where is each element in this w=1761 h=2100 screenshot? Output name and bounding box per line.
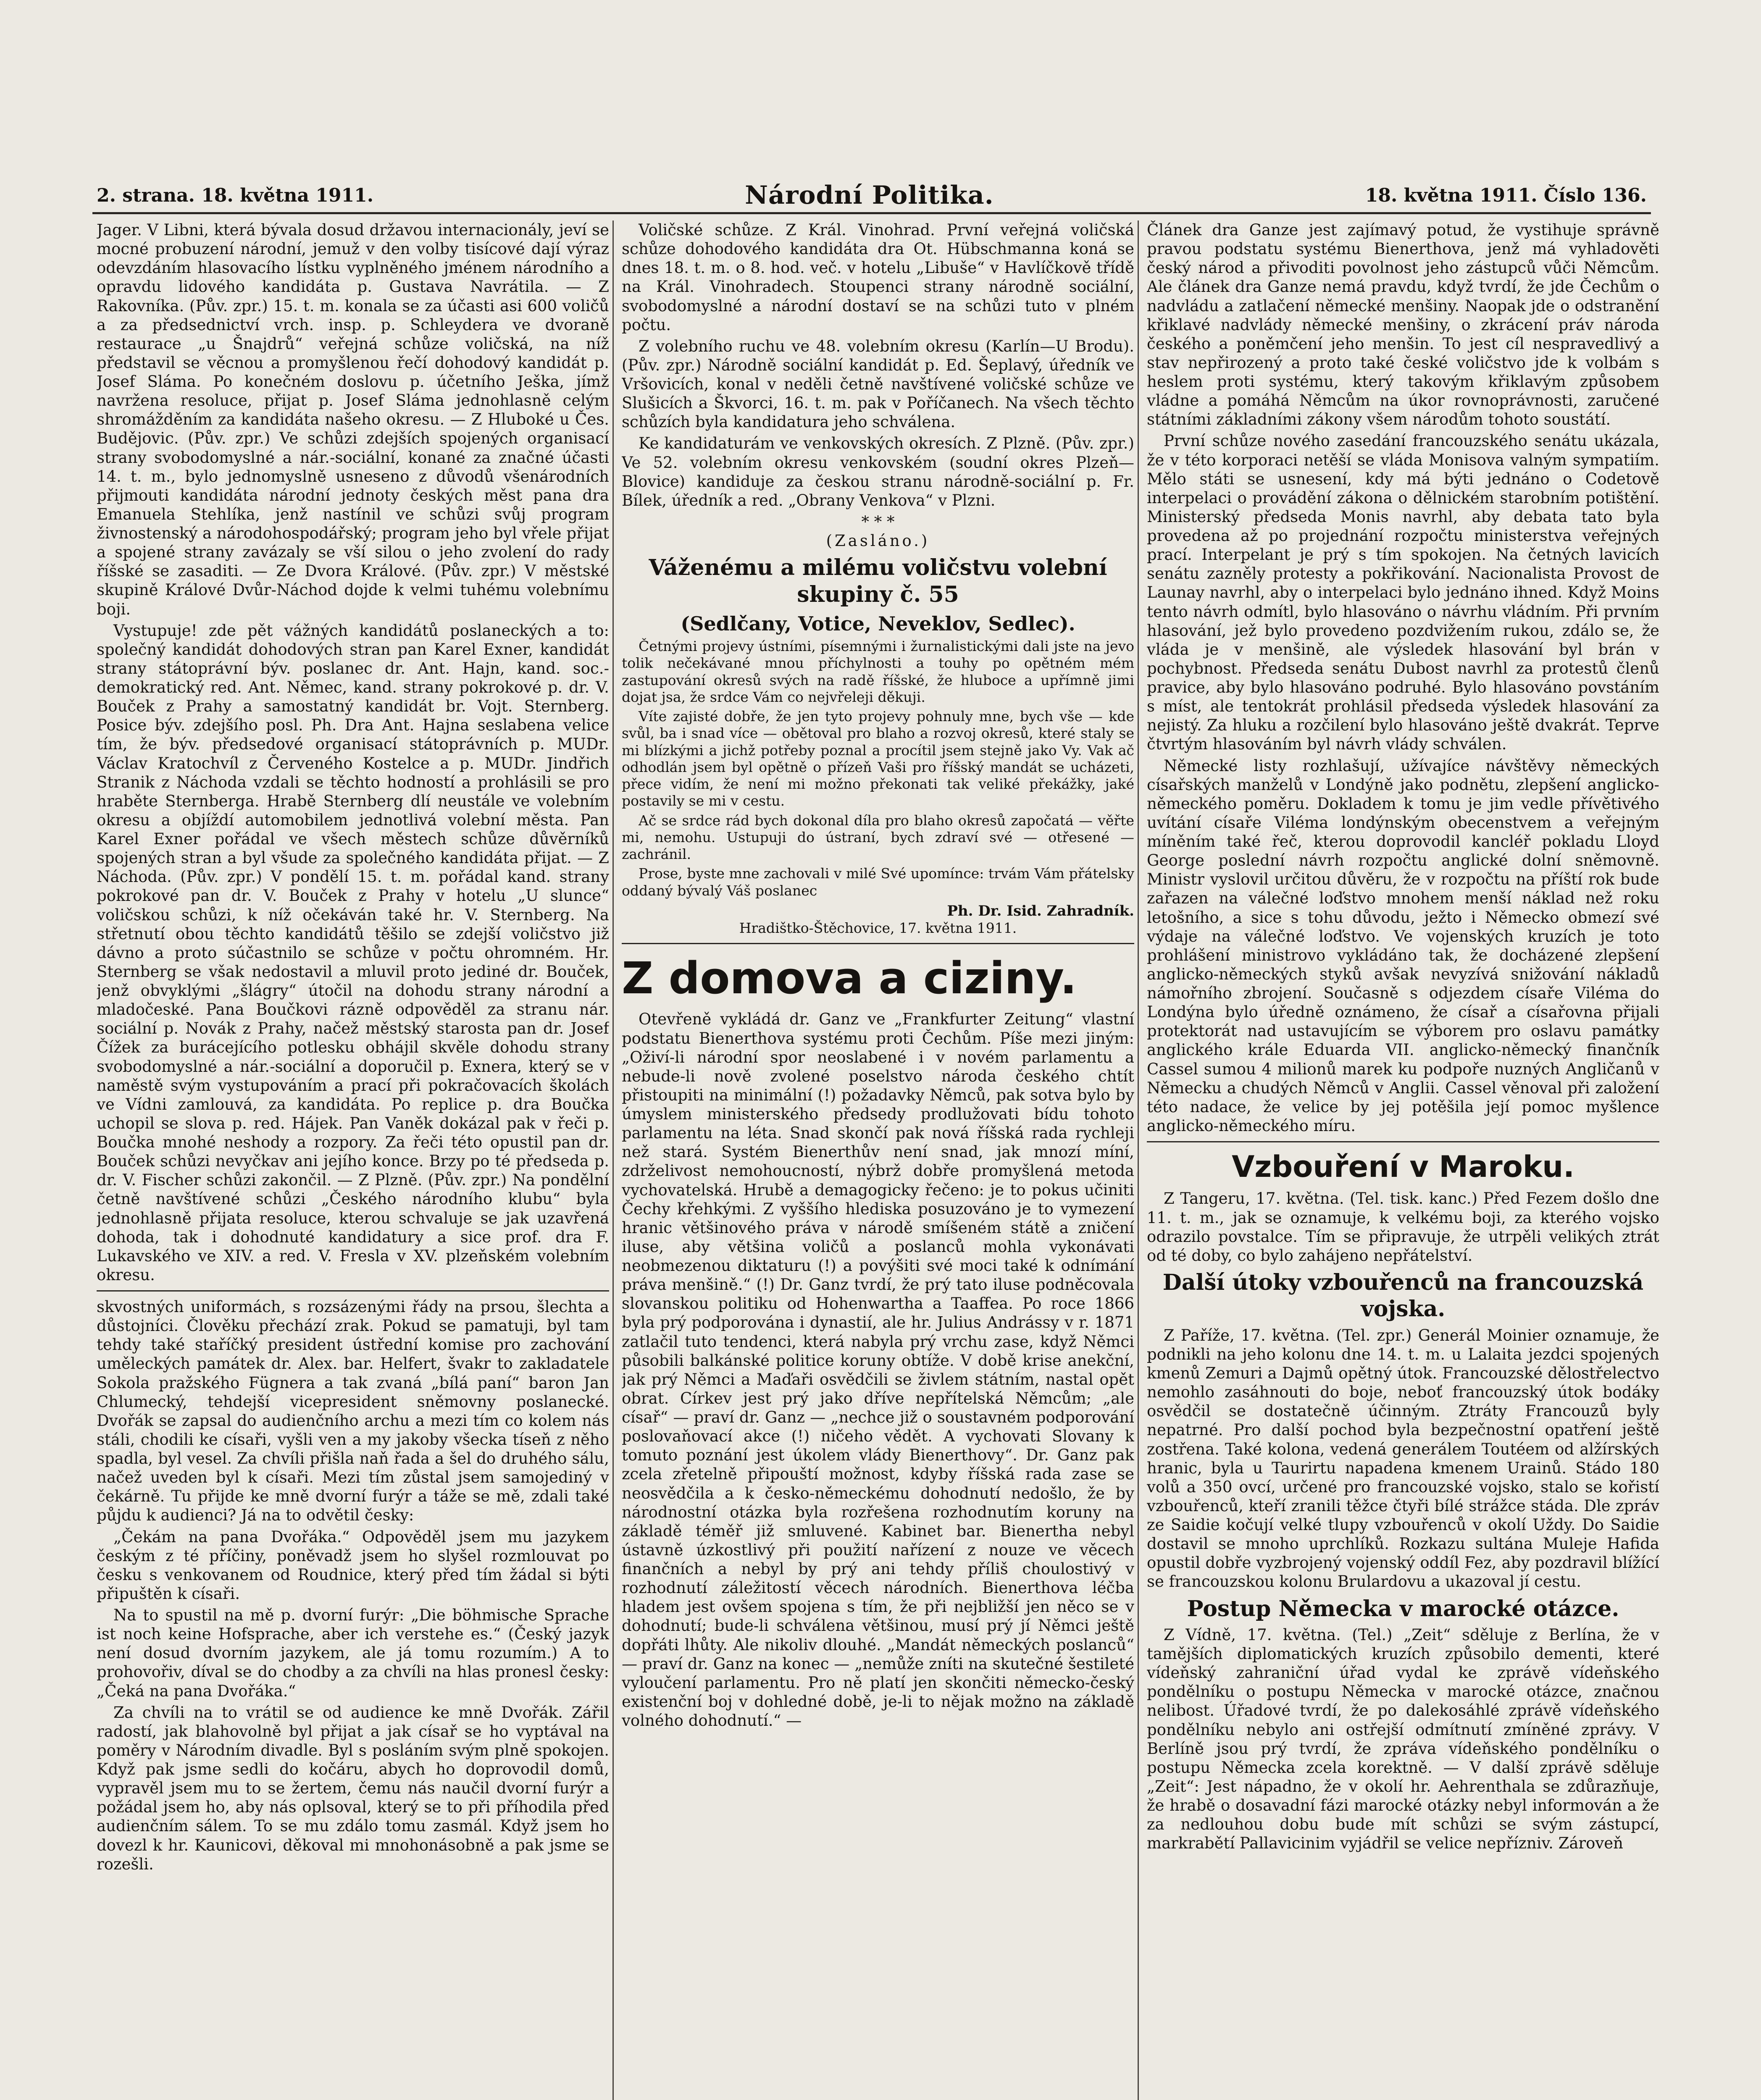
section-heading-domova: Z domova a ciziny. <box>622 952 1077 1004</box>
voters-letter-towns: (Sedlčany, Votice, Neveklov, Sedlec). <box>681 612 1075 635</box>
voters-letter-heading: Váženému a milému voličstvu volební skupiny č. 55 <box>649 555 1107 607</box>
election-district-48-text: Z volebního ruchu ve 48. volebním okresu (Karlín—U Brodu). (Pův. zpr.) Národně sociální kandidát p. Ed. Šeplavý, úředník ve Vršovicích, konal v neděli četně navštívené voličské schůze ve Slušicích a Škvorci, 16. t. m. pak v Poříčanech. Na všech těchto schůzích byla kandidatura jeho schválena. <box>622 337 1134 431</box>
rural-candidacies-text: Ke kandidaturám ve venkovských okresích. Z Plzně. (Pův. zpr.) Ve 52. volebním okresu venkovském (soudní okres Plzeň—Blovice) kandiduje za českou stranu národně-sociální p. Fr. Bílek, úředník a red. „Obrany Venkova“ v Plzni. <box>622 434 1134 509</box>
newspaper-title: Národní Politika. <box>745 181 994 210</box>
anglo-german-text: Německé listy rozhlašují, užívajíce návštěvy německých císařských manželů v Londýně jako podnětu, zlepšení anglicko-německého poměru. Dokladem k tomu je jim vedle přívětivého uvítání císaře Viléma londýnským obecenstvem a veřejným míněním také řeč, kterou doprovodil kancléř pokladu Lloyd George poslední návrh rozpočtu anglické dolní sněmovně. Ministr vyslovil určitou důvěru, že v rozpočtu na příští rok bude zařazen na válečné loďstvo mnohem menší náklad než roku letošního, a sice s tohu důvodu, ježto i Německo obmezí své výdaje na válečné loďstvo. Ve vojenských kruzích je toto prohlášení ministrovo vykládáno tak, že docházené zlepšení anglicko-německých styků avšak nevyzívá snižování nákladů námořního zbrojení. Současně s odjezdem císaře Viléma do Londýna bylo úředně oznámeno, že císař a císařovna přijali protektorát nad ustavujícím se výborem pro oslavu památky anglického krále Eduarda VII. anglicko-německý finančník Cassel sumou 4 milionů marek ku podpoře nuzných Angličanů v Německu a chudých Němců v Anglii. Cassel věnoval při založení této nadace, že velice by jej potěšila její pomoc myšlence anglicko-německého míru. <box>1147 756 1659 1135</box>
page-header <box>97 181 1647 210</box>
feuilleton-text-2: „Čekám na pana Dvořáka.“ Odpověděl jsem mu jazykem českým z té příčiny, poněvadž jsem ho slyšel rozmlouvat po česku s venkovanem od Roudnice, který před tím žádal si býti připuštěn k císaři. <box>97 1528 609 1603</box>
section-separator <box>97 1290 609 1292</box>
letter-paragraph-1: Četnými projevy ústními, písemnými i žurnalistickými dali jste na jevo tolik nečekávané mnou příchylnosti a touhy po opětném mém zastupování okresů svých na radě říšské, že hluboce a upřímně jimi dojat jsa, že srdce Vám co nejvřeleji děkuji. <box>622 638 1134 705</box>
zaslano-label: (Zasláno.) <box>826 532 930 550</box>
column-divider-1 <box>612 220 614 2100</box>
election-news-text-2: Vystupuje! zde pět vážných kandidátů poslaneckých a to: společný kandidát dohodových stran pan Karel Exner, kandidát strany státoprávní býv. poslanec dr. Ant. Hajn, kand. soc.-demokratický red. Ant. Němec, kand. strany pokrokové p. dr. V. Bouček z Prahy a samostatný kandidát br. Vojt. Sternberg. Posice býv. zdejšího posl. Ph. Dra Ant. Hajna seslabena velice tím, že býv. předsedové organisací státoprávních p. MUDr. Václav Kratochvíl z Červeného Kostelce a p. MUDr. Jindřich Stranik z Náchoda vzdali se těchto hodností a prohlásili se pro hraběte Sternberga. Hrabě Sternberg dlí neustále ve volebním okresu a objíždí automobilem jednotlivá volební města. Pan Karel Exner pořádal ve všech městech schůze důvěrníků spojených stran a byl všude za společného kandidáta přijat. — Z Náchoda. (Pův. zpr.) V pondělí 15. t. m. pořádal kand. strany pokrokové pan dr. V. Bouček z Prahy v hotelu „U slunce“ voličskou schůzi, k níž očekáván také hr. V. Sternberg. Na střetnutí obou těchto kandidátů těšilo se zdejší voličstvo již dávno a proto súčastnilo se schůze v počtu ohromném. Hr. Sternberg se však nedostavil a mluvil proto jediné dr. Bouček, jenž obvyklými „šlágry“ útočil na dohodu strany národní a mladočeské. Pana Boučkovi rázně odpověděl za stranu nár. sociální p. Novák z Prahy, načež městský starosta pan dr. Josef Čížek za burácejícího potlesku obhájil skvěle dohodu strany svobodomyslné a nár.-sociální a doporučil p. Exnera, který se v naměstě svým vystupováním a prací při pokračovacích školách ve Vídni zamlouvá, za kandidáta. Po replice p. dra Boučka uchopil se slova p. red. Hájek. Pan Vaněk dokázal pak v řeči p. Boučka mnohé neshody a rozpory. Za řeči této opustil pan dr. Bouček schůzi nevyčkav ani jejího konce. Brzy po té předseda p. dr. V. Fischer schůzi zakončil. — Z Plzně. (Pův. zpr.) Na pondělní četně navštívené schůzi „Českého národního klubu“ byla jednohlasně přijata resoluce, kterou schvaluje se jak uzavřená dohoda, tak i dohodnuté kandidatury a sice prof. dra F. Lukavského ve XIV. a red. V. Fresla v XV. plzeňském volebním okresu. <box>97 621 609 1284</box>
column-2 <box>622 220 1134 2100</box>
header-issue-right: 18. května 1911. Číslo 136. <box>1365 184 1647 206</box>
letter-paragraph-3: Ač se srdce rád bych dokonal díla pro blaho okresů započatá — věřte mi, nemohu. Ustupuji do ústraní, bych zdraví své — otřesené — zachránil. <box>622 812 1134 863</box>
feuilleton-text-4: Za chvíli na to vrátil se od audience ke mně Dvořák. Zářil radostí, jak blahovolně byl přijat a jak císař se ho vyptával na poměry v Národním divadle. Byl s posláním svým plně spokojen. Když pak jsme sedli do kočáru, abych ho doprovodil domů, vypravěl jsem mu to se žertem, čemu nás naučil dvorní furýr a požádal jsem ho, aby nás oplsoval, který se to při příhodila před audienčním sálem. To se mu zdálo tomu zasmál. Když jsem ho dovezl k hr. Kaunicovi, děkoval mi mnohonásobně a pak jsme se rozešli. <box>97 1703 609 1873</box>
voter-meetings-text: Voličské schůze. Z Král. Vinohrad. První veřejná voličská schůze dohodového kandidáta dra Ot. Hübschmanna koná se dnes 18. t. m. o 8. hod. več. v hotelu „Libuše“ v Havlíčkově třídě na Král. Vinohradech. Stoupenci strany národně sociální, svobodomyslné a národní dostaví se na schůzi tuto v plném počtu. <box>622 221 1134 334</box>
vienna-report-text: Z Vídně, 17. května. (Tel.) „Zeit“ sděluje z Berlína, že v tamějších diplomatických kruzích způsobilo dementi, které vídeňský zahraniční úřad vydal ke zprávě vídeňského pondělníku o postupu Německa v marocké otázce, značnou nelibost. Úřadové tvrdí, že po dalekosáhlé zprávě vídeňského pondělníku nebylo ani ostřejší odmítnutí zmíněné zprávy. V Berlíně jsou prý tvrdí, že zpráva vídeňského pondělníku o postupu Německa zcela korektně. — V další zprávě sděluje „Zeit“: Jest nápadno, že v okolí hr. Aehrenthala se zdůrazňuje, že hrabě o dosavadní fázi marocké otázky nebyl informován a že za nedlouhou dobu bude mít schůzi se svým zástupcí, markrabětí Pallavicinim vyjádřil se velice nepřízniv. Zároveň <box>1147 1625 1659 1853</box>
heading-further-attacks: Další útoky vzbouřenců na francouzská vojska. <box>1162 1269 1644 1322</box>
ganz-article-text: Otevřeně vykládá dr. Ganz ve „Frankfurter Zeitung“ vlastní podstatu Bienerthova systému proti Čechům. Píše mezi jiným: „Oživí-li národní spor neoslabené i v novém parlamentu a nebude-li nově zvolené poselstvo národa českého chtít přistoupiti na minimální (!) požadavky Němců, pak sotva bylo by úmyslem ministerského předsedy prodlužovati bídu tohoto parlamentu na léta. Snad skončí pak nová říšská rada rychleji než stará. Systém Bienerthův není snad, jak mnozí míní, zdrželivost nemohoucností, nýbrž dobře promyšlená metoda vychovatelská. Hrubě a demagogicky řečeno: je to pokus učiniti Čechy křehkými. Z vyššího hlediska posuzováno je to vymezení hranic většinového práva v národě smíšeném státě a zničení iluse, aby většina voličů a poslanců mohla vykonávati neobmezenou diktaturu (!) a povýšiti své moci také k odnímání práva menšině.“ (!) Dr. Ganz tvrdí, že prý tato iluse podněcovala slovanskou politiku od Hohenwartha a Taaffea. Po roce 1866 byla prý podporována i dynastií, ale hr. Julius Andrássy v r. 1871 zatlačil tuto tendenci, která nabyla prý vrchu zase, když Němci působili balkánské politice koruny obtíže. V době krise anekční, jak prý Němci a Maďaři osvědčili se živlem státním, nastal opět obrat. Církev jest prý jako dříve nepřítelská Němcům; „ale císař“ — praví dr. Ganz — „nechce již o soustavném podporování poslovaňovací akce (!) ničeho vědět. A vychovati Slovany k tomuto poznání jest úkolem vlády Bienerthovy“. Dr. Ganz pak zcela zřetelně připouští možnost, kdyby říšská rada zase se neosvědčila a k česko-německému dohodnutí nedošlo, že by národnostní otázka byla rozřešena rozhodnutím koruny na základě téměř již smluvené. Kabinet bar. Bienertha nebyl ústavně úzkostlivý při použití nařízení z nouze ve věcech finančních a nebyl by prý ani tehdy příliš choulostivý v rozhodnutí záležitostí věcech národních. Bienerthova léčba hladem jest ovšem spojena s tím, že při nejbližší jen něco se v dohodnutí; bude-li schválena většinou, musí prý jí Němci ještě dopřáti lhůty. Ale nikoliv dlouhé. „Mandát německých poslanců“ — praví dr. Ganz na konec — „nemůže zníti na skutečné šestileté vyloučení parlamentu. Pro ně platí jen skončiti německo-český existenční boj v dohledné době, je-li to nějak možno na základě volného dohodnutí.“ — <box>622 1010 1134 1730</box>
header-date-left: 2. strana. 18. května 1911. <box>97 184 374 206</box>
header-rule <box>92 212 1651 214</box>
paris-report-text: Z Paříže, 17. května. (Tel. zpr.) Generál Moinier oznamuje, že podnikli na jeho kolonu dne 14. t. m. u Lalaita jezdci spojených kmenů Zemuri a Dajmů opětný útok. Francouzské dělostřelectvo nemohlo zasáhnouti do boje, neboť francouzský útok bodáky osvědčil se dostatečně účinným. Ztráty Francouzů byly nepatrné. Pro další pochod byla bezpečnostní opatření ještě zostřena. Také kolona, vedená generálem Toutéem od alžírských hranic, byla u Taurirtu napadena kmenem Urainů. Stádo 180 volů a 350 ovcí, určené pro francouzské vojsko, stalo se kořistí vzbouřenců, kteří zranili těžce čtyři bílé strážce stáda. Dle zpráv ze Saidie kočují velké tlupy vzbouřenců v okolí Uždy. Do Saidie dostavil se mnoho uprchlíků. Rozkazu sultána Muleje Hafida opustil dobře vyzbrojený vojenský oddíl Fez, aby pozdravil blížící se francouzskou kolonu Brulardovu a ukazoval jí cestu. <box>1147 1326 1659 1591</box>
column-divider-2 <box>1138 220 1139 2100</box>
feuilleton-text: skvostných uniformách, s rozsázenými řády na prsou, šlechta a důstojníci. Člověku přechází zrak. Pokud se pamatuji, byl tam tehdy také staříčký president ústřední komise pro zachování uměleckých památek dr. Alex. bar. Helfert, švakr to zakladatele Sokola pražského Fügnera a tak zvaná „bílá paní“ baron Jan Chlumecký, tehdejší vicepresident sněmovny poslanecké. Dvořák se zapsal do audienčního archu a mezi tím co kolem nás stáli, chodili ke císaři, vyšli ven a my jakoby všecka tíseň z něho spadla, byl vesel. Za chvíli přišla naň řada a šel do druhého sálu, načež uveden byl k císaři. Mezi tím zůstal jsem samojediný v čekárně. Tu přijde ke mně dvorní furýr a táže se mě, zdali také půjdu k audienci? Já na to odvětil česky: <box>97 1298 609 1525</box>
french-senate-text: První schůze nového zasedání francouzského senátu ukázala, že v této korporaci netěší se vláda Monisova valným sympatiím. Mělo státi se usnesení, kdy má býti jednáno o Codetově interpelaci o provádění zákona o dělnickém starobním potištění. Ministerský předseda Monis navrhl, aby debata tato byla provedena až po projednání rozpočtu ministerstva veřejných prací. Interpelant je prý s tím spokojen. Na četných lavicích senátu zazněly protesty a pokřikování. Nacionalista Provost de Launay navrhl, aby o interpelaci bylo jednáno ihned. Když Moins tento návrh odmítl, bylo hlasováno o návrhu vládním. Při prvním hlasování, jež bylo provedeno pozdvižením rukou, zdálo se, že vláda je v menšině, ale výsledek hlasování byl brán v pochybnost. Předseda senátu Dubost navrhl za protestů členů pravice, aby bylo hlasováno podruhé. Bylo hlasováno povstáním s míst, ale tentokrát prohlásil předseda výsledek hlasování za nejistý. Za hluku a rozčilení bylo hlasováno ještě dvakrát. Teprve čtvrtým hlasováním byl návrh vlády schválen. <box>1147 432 1659 753</box>
feuilleton-text-3: Na to spustil na mě p. dvorní furýr: „Die böhmische Sprache ist noch keine Hofsprache, aber ich verstehe es.“ (Český jazyk není dosud dvorním jazykem, ale já tomu rozumím.) A to prohovořiv, díval se do chodby a za chvíli na hlas pronesl česky: „Čeká na pana Dvořáka.“ <box>97 1606 609 1700</box>
section-separator-3 <box>1147 1141 1659 1142</box>
letter-signature: Ph. Dr. Isid. Zahradník. <box>947 902 1134 919</box>
column-1 <box>97 220 609 2100</box>
tanger-report-text: Z Tangeru, 17. května. (Tel. tisk. kanc.) Před Fezem došlo dne 11. t. m., jak se oznamuje, k velkému boji, za kterého vojsko odrazilo povstalce. Tím se připravuje, že utrpěli velikých ztrát od té doby, co bylo zahájeno nepřátelství. <box>1147 1189 1659 1265</box>
section-separator-2 <box>622 943 1134 944</box>
letter-place-date: Hradištko-Štěchovice, 17. května 1911. <box>739 920 1017 937</box>
heading-maroko: Vzbouření v Maroku. <box>1232 1150 1574 1184</box>
ganz-commentary-text: Článek dra Ganze jest zajímavý potud, že vystihuje správně pravou podstatu systému Bienerthova, jenž má vyhladověti český národ a přivoditi povolnost jeho zástupců vůči Němcům. Ale článek dra Ganze nemá pravdu, když tvrdí, že jde Čechům o nadvládu a zatlačení německé menšiny. Naopak jde o odstranění křiklavé nadvlády německé menšiny, o zkrácení práv národa českého a poněmčení jeho menšin. To jest cíl nespravedlivý a stav nepřirozený a proto také české voličstvo jde k volbám s heslem proti systému, který takovým křiklavým způsobem vládne a pomáhá Němcům na úkor rovnoprávnosti, zaručené státními základními zákony všem národům tohoto soustátí. <box>1147 221 1659 429</box>
heading-germany-morocco: Postup Německa v marocké otázce. <box>1187 1596 1619 1622</box>
letter-paragraph-2: Víte zajisté dobře, že jen tyto projevy pohnuly mne, bych vše — kde svůl, ba i snad více — obětoval pro blaho a rozvoj okresů, které staly se mi blízkými a jichž potřeby poznal a procítil jsem stejně jako Vy. Vak ač odhodlán jsem byl opětně o přízeň Vaši pro říšský mandát se ucházeti, přece vidím, že není mi možno překonati tak veliké překážky, jaké postavily se mi v cestu. <box>622 708 1134 809</box>
letter-paragraph-4: Prose, byste mne zachovali v milé Své upomínce: trvám Vám přátelsky oddaný bývalý Váš poslanec <box>622 865 1134 899</box>
election-news-text: Jager. V Libni, která bývala dosud državou internacionály, jeví se mocné probuzení národní, jemuž v den volby tisícové dají výraz odevzdáním hlasovacího lístku vyplněného jménem národního a opravdu lidového kandidáta p. Gustava Navrátila. — Z Rakovníka. (Pův. zpr.) 15. t. m. konala se za účasti asi 600 voličů a za předsednictví vrch. insp. p. Schleydera ve dvoraně restaurace „u Šnajdrů“ veřejná schůze voličská, na níž představil se věcnou a promyšlenou řečí dohodový kandidát p. Josef Sláma. Po konečném doslovu p. účetního Ješka, jímž navržena resoluce, přijat p. Josef Sláma jednohlasně celým shromážděním za kandidáta našeho okresu. — Z Hluboké u Čes. Budějovic. (Pův. zpr.) Ve schůzi zdejších spojených organisací strany svobodomyslné a nár.-sociální, konané za značné účasti 14. t. m., bylo jednomyslně usneseno z důvodů všenárodních přijmouti kandidáta národní jednoty českých měst pana dra Emanuela Stehlíka, jenž nastínil ve schůzi svůj program živnostenský a národohospodářský; program jeho byl vřele přijat a spojené strany zavázaly se vší silou o jeho zvolení do rady říšské se zasaditi. — Ze Dvora Králové. (Pův. zpr.) V městské skupině Králové Dvůr-Náchod dojde k velmi tuhému volebnímu boji. <box>97 221 609 618</box>
stars-divider: * * * <box>861 512 895 531</box>
column-3 <box>1147 220 1659 2100</box>
